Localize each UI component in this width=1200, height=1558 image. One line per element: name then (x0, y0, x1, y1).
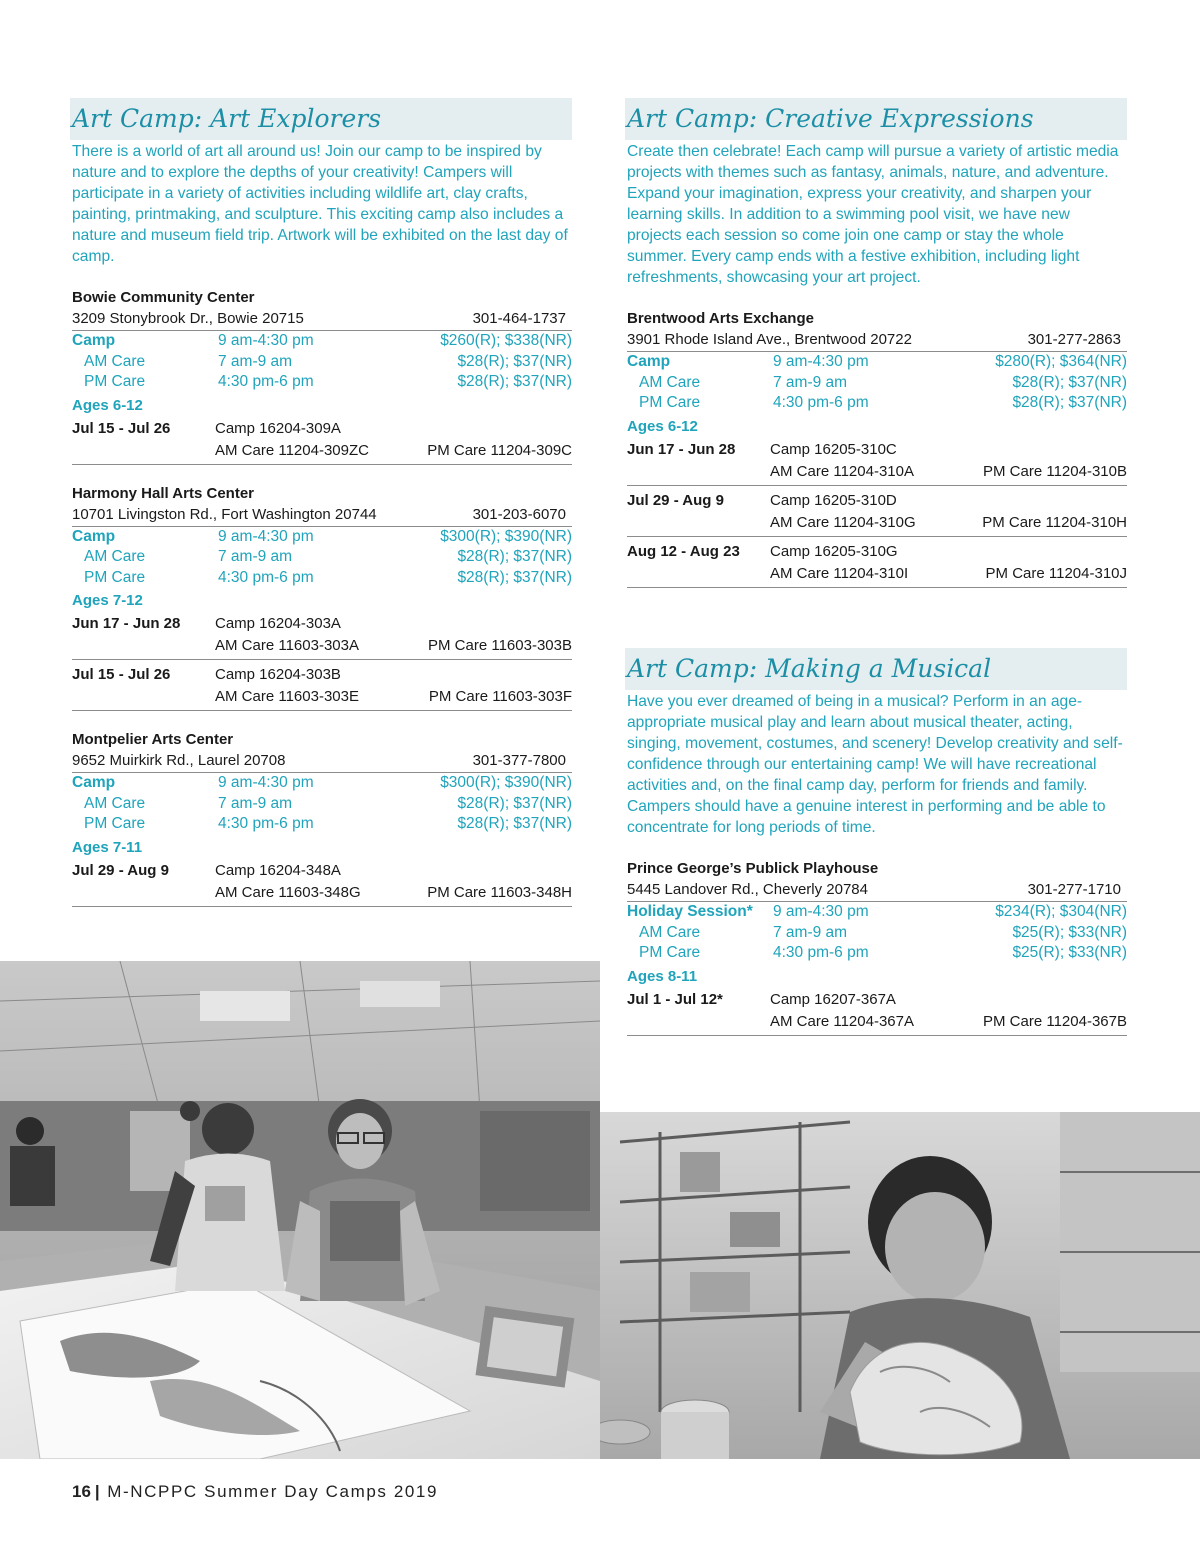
camper-sculpting-photo (600, 1112, 1200, 1459)
price-label: Camp (72, 527, 116, 545)
price-time: 4:30 pm-6 pm (773, 394, 869, 411)
session-codes (770, 490, 1127, 534)
price-time: 7 am-9 am (218, 352, 293, 370)
care-codes (770, 1011, 1127, 1033)
price-label: Camp (72, 332, 116, 349)
venue-phone: 301-464-1737 (472, 310, 566, 327)
price-amount: $28(R); $37(NR) (1012, 394, 1127, 411)
pm-care-code: PM Care 11603-303F (428, 688, 572, 705)
session-date: Jul 29 - Aug 9 (627, 491, 724, 509)
session-codes (770, 541, 1127, 585)
section-description: Have you ever dreamed of being in a musical? Perform in an age-appropriate musical play and learn about musical theater, acting, singing, movement, costumes, and scenery! Develop creativity and self-confidence through our entertaining camp! We will have recreational activities and, on the final camp day, perform for friends and family. Campers should have a genuine interest in performing and be able to concentrate for long periods of time. (627, 693, 1123, 836)
ages-label: Ages 7-12 (72, 592, 143, 609)
venue-name: Brentwood Arts Exchange (627, 310, 814, 327)
price-row (72, 527, 572, 548)
venue-address-row (72, 308, 572, 331)
price-row (627, 352, 1127, 373)
price-time: 4:30 pm-6 pm (773, 944, 869, 961)
price-row (72, 773, 572, 794)
am-care-code: AM Care 11603-348G (215, 883, 361, 901)
pm-care-code: PM Care 11603-348H (427, 883, 572, 901)
page-number: 16 (72, 1482, 91, 1501)
session-date: Jul 15 - Jul 26 (72, 419, 171, 437)
price-time: 7 am-9 am (773, 373, 848, 391)
care-codes (770, 563, 1127, 585)
session-row (627, 988, 1127, 1036)
care-codes (215, 440, 572, 462)
session-date: Jun 17 - Jun 28 (72, 615, 181, 632)
price-amount: $280(R); $364(NR) (995, 353, 1127, 370)
price-amount: $28(R); $37(NR) (457, 548, 572, 565)
price-row (72, 352, 572, 373)
price-row (627, 393, 1127, 414)
price-amount: $25(R); $33(NR) (1012, 923, 1127, 941)
price-label: PM Care (84, 815, 146, 832)
session-row (72, 859, 572, 907)
venue-address: 9652 Muirkirk Rd., Laurel 20708 (72, 752, 286, 769)
session-date: Jul 15 - Jul 26 (72, 666, 171, 683)
price-amount: $28(R); $37(NR) (1012, 373, 1127, 391)
camp-code: Camp 16205-310C (770, 440, 897, 458)
session-row (72, 612, 572, 660)
campers-painting-photo (0, 961, 600, 1459)
ages-label: Ages 6-12 (72, 396, 143, 414)
venue-block (72, 483, 572, 712)
price-label: Camp (627, 353, 671, 370)
session-date: Jul 29 - Aug 9 (72, 861, 169, 879)
session-row (627, 537, 1127, 588)
price-amount: $300(R); $390(NR) (440, 527, 572, 545)
am-care-code: AM Care 11204-367A (770, 1012, 914, 1030)
footer-text: M-NCPPC Summer Day Camps 2019 (107, 1482, 439, 1501)
pm-care-code: PM Care 11204-310H (982, 513, 1127, 531)
section-title: Art Camp: Making a Musical (627, 654, 992, 683)
price-label: Holiday Session* (627, 903, 753, 920)
pm-care-code: PM Care 11204-310J (985, 564, 1127, 582)
price-time: 9 am-4:30 pm (218, 332, 314, 349)
price-row (72, 814, 572, 835)
session-codes (215, 664, 572, 708)
price-amount: $28(R); $37(NR) (457, 794, 572, 812)
price-row (72, 568, 572, 589)
price-label: AM Care (84, 794, 146, 812)
venue-block (627, 858, 1127, 1036)
session-codes (215, 613, 572, 657)
session-row (627, 438, 1127, 486)
price-label: PM Care (84, 568, 146, 586)
price-row (627, 902, 1127, 923)
price-label: PM Care (639, 944, 701, 961)
venue-name: Montpelier Arts Center (72, 731, 234, 748)
ages-label: Ages 8-11 (627, 967, 698, 985)
price-label: PM Care (84, 373, 146, 390)
section-title-bar (625, 98, 1127, 140)
section-title-bar (625, 648, 1127, 690)
venue-block (72, 729, 572, 907)
am-care-code: AM Care 11603-303A (215, 637, 359, 654)
price-amount: $28(R); $37(NR) (457, 815, 572, 832)
session-row (72, 660, 572, 711)
price-label: AM Care (639, 923, 701, 941)
session-codes (770, 989, 1127, 1033)
price-label: AM Care (84, 352, 146, 370)
footer-separator: | (94, 1482, 102, 1501)
venue-address: 3901 Rhode Island Ave., Brentwood 20722 (627, 331, 912, 348)
price-amount: $28(R); $37(NR) (457, 352, 572, 370)
venue-name: Bowie Community Center (72, 289, 255, 306)
session-codes (215, 418, 572, 462)
price-label: AM Care (84, 548, 146, 565)
price-amount: $25(R); $33(NR) (1012, 944, 1127, 961)
price-row (72, 372, 572, 393)
price-time: 9 am-4:30 pm (773, 903, 869, 920)
price-time: 9 am-4:30 pm (773, 353, 869, 370)
am-care-code: AM Care 11204-309ZC (215, 441, 369, 459)
venue-address: 3209 Stonybrook Dr., Bowie 20715 (72, 310, 304, 327)
camp-code: Camp 16205-310G (770, 542, 898, 560)
am-care-code: AM Care 11204-310A (770, 462, 914, 480)
am-care-code: AM Care 11603-303E (215, 688, 359, 705)
price-time: 7 am-9 am (218, 548, 293, 565)
session-date: Aug 12 - Aug 23 (627, 542, 740, 560)
camp-code: Camp 16204-348A (215, 861, 341, 879)
venue-phone: 301-377-7800 (472, 752, 566, 769)
section-description: There is a world of art all around us! Join our camp to be inspired by nature and to explore the depths of your creativity! Campers will participate in a variety of activities including wildlife art, clay crafts, painting, printmaking, and sculpture. This exciting camp also includes a nature and museum field trip. Artwork will be exhibited on the last day of camp. (72, 143, 568, 265)
am-care-code: AM Care 11204-310G (770, 513, 916, 531)
price-label: AM Care (639, 373, 701, 391)
price-row (72, 794, 572, 815)
price-amount: $300(R); $390(NR) (440, 774, 572, 791)
creative-expressions-section (627, 98, 1127, 588)
care-codes (770, 512, 1127, 534)
venue-block (72, 287, 572, 465)
price-time: 9 am-4:30 pm (218, 527, 314, 545)
venue-address: 10701 Livingston Rd., Fort Washington 20744 (72, 505, 377, 523)
price-amount: $260(R); $338(NR) (440, 332, 572, 349)
price-amount: $28(R); $37(NR) (457, 568, 572, 586)
page-footer (72, 1482, 438, 1502)
art-explorers-section (72, 98, 572, 907)
price-time: 7 am-9 am (773, 923, 848, 941)
venue-name: Harmony Hall Arts Center (72, 484, 254, 502)
venue-address-row (72, 504, 572, 527)
venue-address-row (72, 750, 572, 773)
price-row (72, 547, 572, 568)
venue-phone: 301-203-6070 (472, 505, 566, 523)
ages-label: Ages 7-11 (72, 838, 143, 856)
price-time: 4:30 pm-6 pm (218, 568, 314, 586)
care-codes (215, 882, 572, 904)
section-title: Art Camp: Creative Expressions (627, 104, 1034, 133)
price-row (627, 923, 1127, 944)
care-codes (215, 635, 572, 657)
venue-address-row (627, 329, 1127, 352)
pm-care-code: PM Care 11204-367B (983, 1012, 1127, 1030)
pm-care-code: PM Care 11204-309C (427, 441, 572, 459)
session-row (627, 486, 1127, 537)
section-title-bar (70, 98, 572, 140)
venue-phone: 301-277-1710 (1027, 881, 1121, 898)
camp-code: Camp 16204-303A (215, 615, 341, 632)
camp-code: Camp 16207-367A (770, 990, 896, 1008)
making-a-musical-section (627, 648, 1127, 1036)
session-date: Jun 17 - Jun 28 (627, 440, 736, 458)
venue-address: 5445 Landover Rd., Cheverly 20784 (627, 881, 868, 898)
care-codes (770, 461, 1127, 483)
camp-code: Camp 16205-310D (770, 491, 897, 509)
price-time: 4:30 pm-6 pm (218, 815, 314, 832)
session-date: Jul 1 - Jul 12* (627, 990, 723, 1008)
section-title: Art Camp: Art Explorers (72, 104, 382, 133)
price-time: 4:30 pm-6 pm (218, 373, 314, 390)
price-amount: $28(R); $37(NR) (457, 373, 572, 390)
price-time: 9 am-4:30 pm (218, 774, 314, 791)
venue-address-row (627, 879, 1127, 902)
pm-care-code: PM Care 11204-310B (983, 462, 1127, 480)
pm-care-code: PM Care 11603-303B (428, 637, 572, 654)
camp-code: Camp 16204-303B (215, 666, 341, 683)
session-codes (215, 860, 572, 904)
venue-name: Prince George’s Publick Playhouse (627, 860, 879, 877)
venue-block (627, 308, 1127, 588)
price-row (72, 331, 572, 352)
care-codes (215, 686, 572, 708)
price-row (627, 943, 1127, 964)
price-time: 7 am-9 am (218, 794, 293, 812)
price-label: Camp (72, 774, 116, 791)
price-label: PM Care (639, 394, 701, 411)
section-description: Create then celebrate! Each camp will pursue a variety of artistic media projects with themes such as fantasy, animals, nature, and adventure. Expand your imagination, express your creativity, and sharpen your learning skills. In addition to a swimming pool visit, we have new projects each session so come join one camp or stay the whole summer. Every camp ends with a festive exhibition, including light refreshments, showcasing your art project. (627, 143, 1119, 286)
price-amount: $234(R); $304(NR) (995, 903, 1127, 920)
camp-code: Camp 16204-309A (215, 419, 341, 437)
price-row (627, 373, 1127, 394)
session-codes (770, 439, 1127, 483)
session-row (72, 417, 572, 465)
ages-label: Ages 6-12 (627, 417, 698, 435)
am-care-code: AM Care 11204-310I (770, 564, 909, 582)
venue-phone: 301-277-2863 (1027, 331, 1121, 348)
